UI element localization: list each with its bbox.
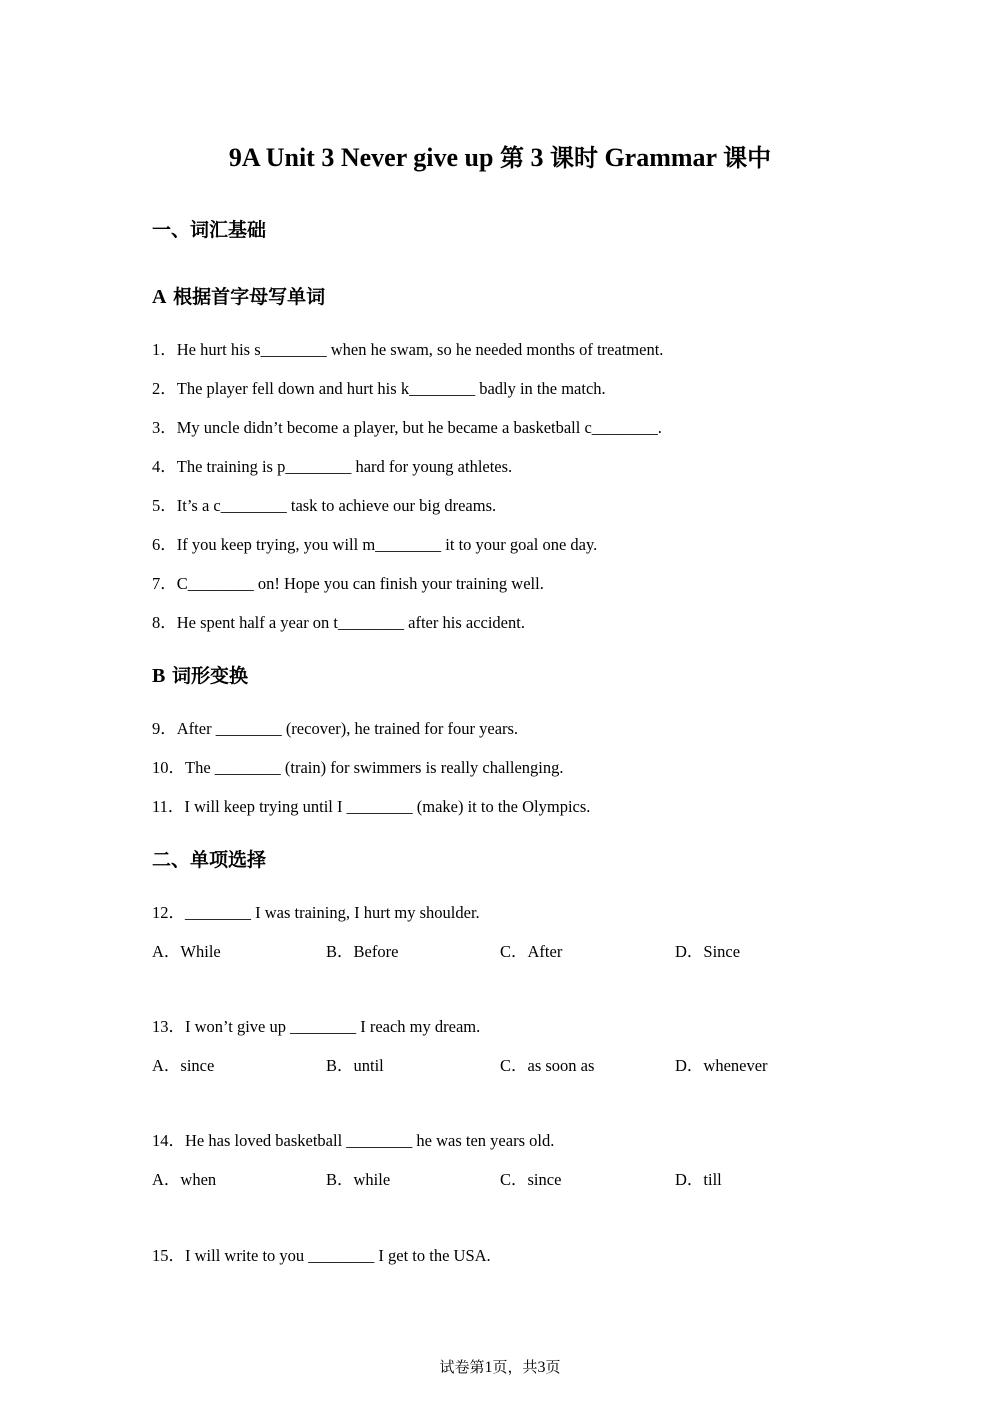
- question-8: 8．He spent half a year on t________ after his accident.: [152, 613, 525, 632]
- question-15: 15．I will write to you ________ I get to the USA.: [152, 1246, 491, 1265]
- question-2: 2．The player fell down and hurt his k________ badly in the match.: [152, 379, 606, 398]
- question-14-option-c: C．since: [500, 1170, 562, 1189]
- question-6: 6．If you keep trying, you will m________ it to your goal one day.: [152, 535, 598, 554]
- question-13-option-b: B．until: [326, 1056, 384, 1075]
- question-12: 12．________ I was training, I hurt my shoulder.: [152, 903, 480, 922]
- question-9: 9．After ________ (recover), he trained for four years.: [152, 719, 519, 738]
- question-1: 1．He hurt his s________ when he swam, so he needed months of treatment.: [152, 340, 664, 359]
- question-3: 3．My uncle didn’t become a player, but he became a basketball c________.: [152, 418, 662, 437]
- question-14-option-a: A．when: [152, 1170, 217, 1189]
- question-13-option-c: C．as soon as: [500, 1056, 595, 1075]
- question-7: 7．C________ on! Hope you can finish your training well.: [152, 574, 544, 593]
- question-12-option-c: C．After: [500, 942, 563, 961]
- question-5: 5．It’s a c________ task to achieve our big dreams.: [152, 496, 497, 515]
- question-12-option-d: D．Since: [675, 942, 741, 961]
- question-13-option-d: D．whenever: [675, 1056, 768, 1075]
- page-footer: 试卷第1页，共3页: [439, 1358, 561, 1376]
- question-13: 13．I won’t give up ________ I reach my dream.: [152, 1017, 481, 1036]
- question-13-option-a: A．since: [152, 1056, 215, 1075]
- question-10: 10．The ________ (train) for swimmers is really challenging.: [152, 758, 564, 777]
- question-11: 11．I will keep trying until I ________ (make) it to the Olympics.: [152, 797, 591, 816]
- question-12-option-a: A．While: [152, 942, 221, 961]
- question-14-option-d: D．till: [675, 1170, 722, 1189]
- page-title: 9A Unit 3 Never give up 第 3 课时 Grammar 课中: [228, 143, 772, 172]
- part-a-heading: A 根据首字母写单词: [152, 286, 326, 308]
- question-12-option-b: B．Before: [326, 942, 399, 961]
- question-4: 4．The training is p________ hard for young athletes.: [152, 457, 513, 476]
- section-choice-heading: 二、单项选择: [152, 849, 267, 871]
- part-b-heading: B 词形变换: [152, 665, 248, 687]
- question-14-option-b: B．while: [326, 1170, 391, 1189]
- question-14: 14．He has loved basketball ________ he was ten years old.: [152, 1131, 555, 1150]
- section-vocab-heading: 一、词汇基础: [152, 219, 267, 241]
